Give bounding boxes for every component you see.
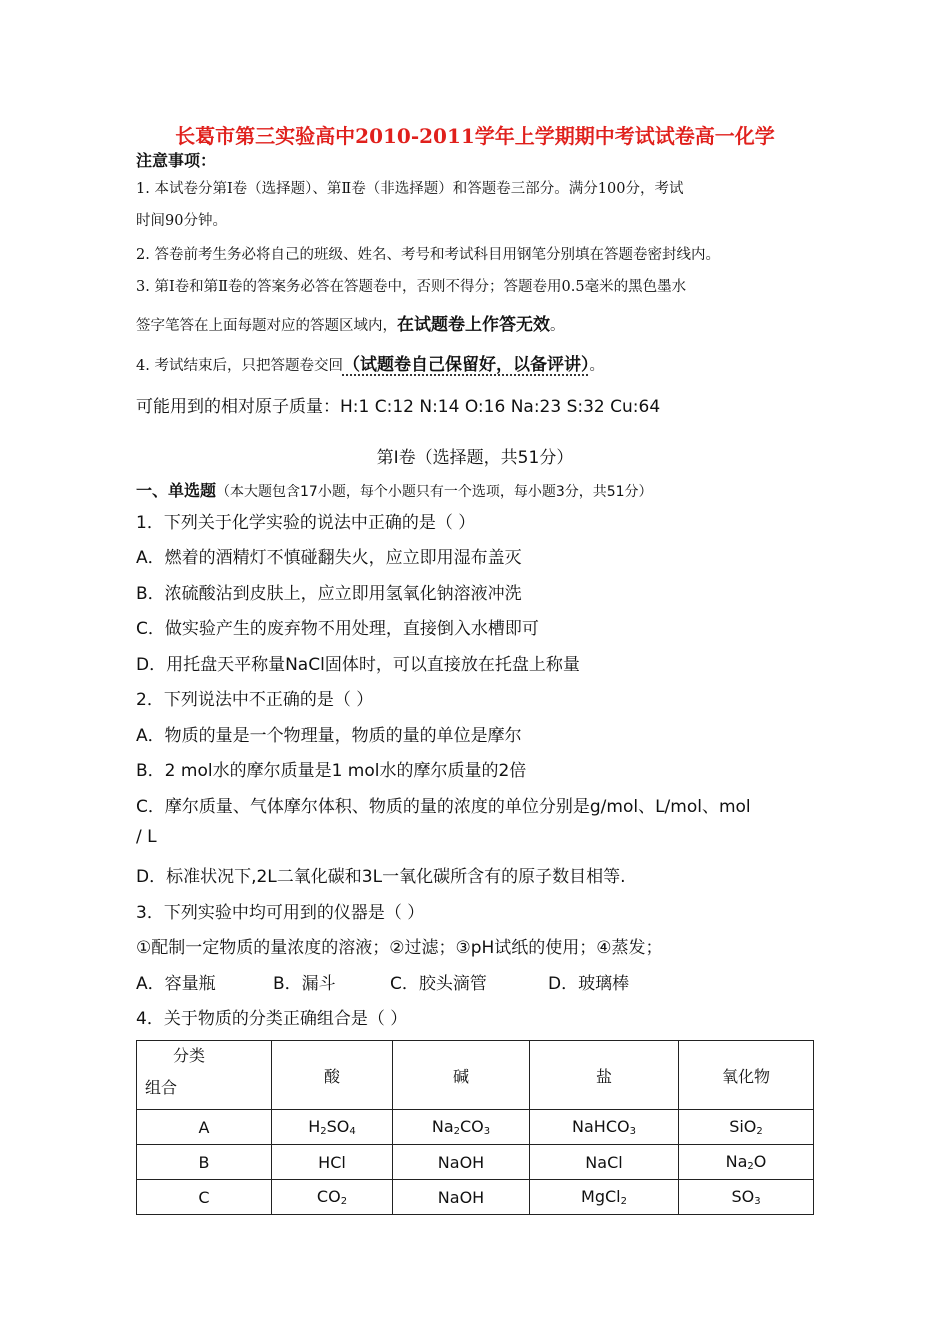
section1-heading: 第Ⅰ卷（选择题，共51分） [376, 448, 574, 468]
formula-sub: 3 [754, 1196, 761, 1207]
formula-sub: 2 [340, 1196, 348, 1207]
formula-part: SO [731, 1187, 755, 1206]
q3-items: ①配制一定物质的量浓度的溶液；②过滤；③pH试纸的使用；④蒸发； [136, 938, 663, 958]
notice-item-3b [136, 310, 565, 335]
part-label: 一、单选题 [136, 481, 217, 500]
q2-stem: 2．下列说法中不正确的是（ ） [136, 690, 374, 710]
formula-sub: 3 [483, 1126, 491, 1137]
corner-top-label: 分类 [173, 1046, 206, 1065]
corner-bottom-label: 组合 [145, 1078, 178, 1097]
cell-acid [272, 1110, 393, 1145]
q3-stem: 3．下列实验中均可用到的仪器是（ ） [136, 903, 425, 923]
part-note: （本大题包含17小题，每个小题只有一个选项，每小题3分，共51分） [216, 484, 653, 500]
notice-item-4-emphasis: （试题卷自己保留好，以备评讲） [342, 355, 590, 375]
notice-item-3b-text: 签字笔答在上面每题对应的答题区域内， [136, 318, 397, 334]
table-row [137, 1145, 814, 1180]
part-heading [136, 478, 653, 501]
table-header-row [137, 1041, 814, 1110]
header-salt: 盐 [530, 1041, 679, 1110]
formula-sub: 2 [453, 1126, 460, 1137]
row-label: C [137, 1180, 272, 1215]
classification-table [136, 1040, 814, 1215]
notice-item-4-end: 。 [589, 358, 604, 374]
formula-part: MgCl [581, 1187, 621, 1206]
q4-stem: 4．关于物质的分类正确组合是（ ） [136, 1009, 408, 1029]
cell-salt: NaCl [530, 1145, 679, 1180]
formula-part: Na [431, 1117, 454, 1136]
formula-part: SO [326, 1117, 350, 1136]
formula-part: SiO [729, 1117, 757, 1136]
cell-acid [272, 1180, 393, 1215]
formula-part: Na [725, 1152, 748, 1171]
q3-option-c: C．胶头滴管 [390, 974, 487, 994]
q1-option-d: D．用托盘天平称量NaCl固体时，可以直接放在托盘上称量 [136, 655, 580, 675]
formula-sub: 2 [756, 1126, 763, 1137]
q3-option-b: B．漏斗 [273, 974, 336, 994]
table-row [137, 1110, 814, 1145]
notice-item-2: 2. 答卷前考生务必将自己的班级、姓名、考号和考试科目用钢笔分别填在答题卷密封线内。 [136, 247, 720, 263]
notice-heading: 注意事项： [136, 151, 217, 170]
row-label: A [137, 1110, 272, 1145]
q2-option-c-cont: / L [136, 827, 157, 847]
q1-stem: 1．下列关于化学实验的说法中正确的是（ ） [136, 513, 476, 533]
cell-oxide [679, 1110, 814, 1145]
notice-item-1b: 时间90分钟。 [136, 213, 227, 229]
q1-option-c: C．做实验产生的废弃物不用处理，直接倒入水槽即可 [136, 619, 539, 639]
cell-salt [530, 1110, 679, 1145]
q1-option-b: B．浓硫酸沾到皮肤上，应立即用氢氧化钠溶液冲洗 [136, 584, 522, 604]
q2-option-a: A．物质的量是一个物理量，物质的量的单位是摩尔 [136, 726, 522, 746]
formula-sub: 2 [320, 1126, 327, 1137]
cell-base: NaOH [393, 1145, 530, 1180]
q3-option-a: A．容量瓶 [136, 974, 216, 994]
q2-option-b: B．2 mol水的摩尔质量是1 mol水的摩尔质量的2倍 [136, 761, 527, 781]
formula-sub: 2 [747, 1161, 754, 1172]
header-oxide: 氧化物 [679, 1041, 814, 1110]
cell-acid: HCl [272, 1145, 393, 1180]
q2-option-c: C．摩尔质量、气体摩尔体积、物质的量的浓度的单位分别是g/mol、L/mol、mol [136, 797, 751, 817]
q2-option-d: D．标准状况下,2L二氧化碳和3L一氧化碳所含有的原子数目相等. [136, 867, 626, 887]
cell-salt [530, 1180, 679, 1215]
cell-oxide [679, 1145, 814, 1180]
formula-sub: 2 [620, 1196, 627, 1207]
row-label: B [137, 1145, 272, 1180]
table-corner-cell [137, 1041, 272, 1110]
table-row [137, 1180, 814, 1215]
notice-item-3a: 3. 第Ⅰ卷和第Ⅱ卷的答案务必答在答题卷中，否则不得分；答题卷用0.5毫米的黑色墨水 [136, 279, 687, 295]
cell-base: NaOH [393, 1180, 530, 1215]
formula-part: NaHCO [572, 1117, 630, 1136]
notice-item-3-emphasis: 在试题卷上作答无效 [397, 315, 550, 335]
formula-sub: 3 [629, 1126, 636, 1137]
notice-item-4 [136, 350, 604, 375]
exam-title: 长葛市第三实验高中2010-2011学年上学期期中考试试卷高一化学 [175, 124, 775, 148]
atomic-mass-line: 可能用到的相对原子质量：H:1 C:12 N:14 O:16 Na:23 S:32 Cu:64 [136, 397, 661, 417]
formula-part: H [308, 1117, 321, 1136]
formula-part: O [753, 1152, 767, 1171]
notice-item-3-end: 。 [550, 318, 565, 334]
notice-item-1a: 1. 本试卷分第Ⅰ卷（选择题）、第Ⅱ卷（非选择题）和答题卷三部分。满分100分，考试 [136, 181, 684, 197]
q3-option-d: D．玻璃棒 [548, 974, 630, 994]
formula-part: CO [316, 1187, 341, 1206]
cell-base [393, 1110, 530, 1145]
q3-options [136, 969, 629, 994]
cell-oxide [679, 1180, 814, 1215]
formula-sub: 4 [349, 1126, 356, 1137]
formula-part: CO [460, 1117, 484, 1136]
header-acid: 酸 [272, 1041, 393, 1110]
header-base: 碱 [393, 1041, 530, 1110]
notice-item-4-text: 4. 考试结束后，只把答题卷交回 [136, 358, 343, 374]
q1-option-a: A．燃着的酒精灯不慎碰翻失火，应立即用湿布盖灭 [136, 548, 522, 568]
